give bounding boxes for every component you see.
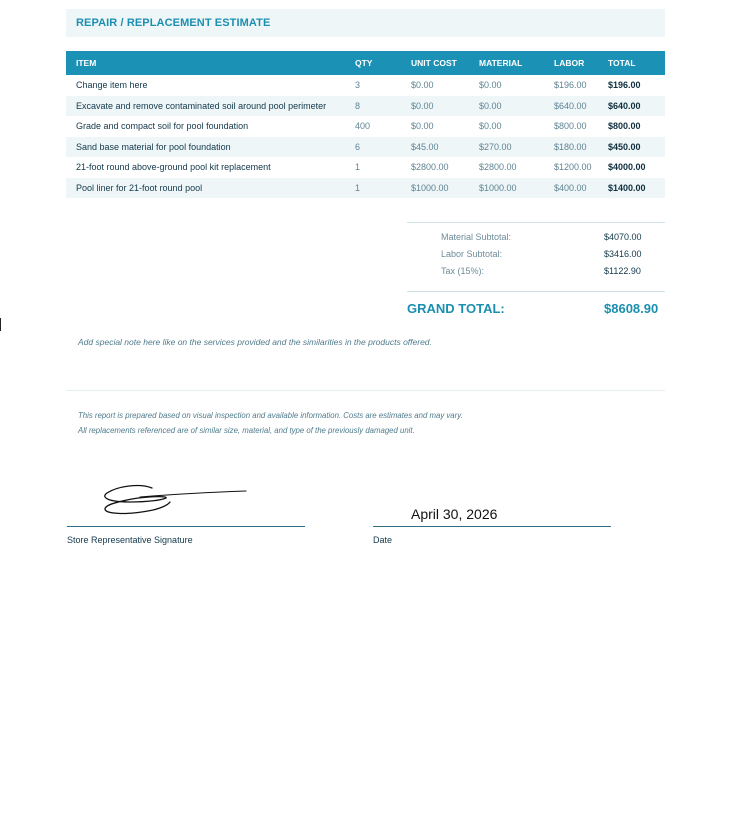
section-divider bbox=[66, 390, 665, 391]
date-value[interactable]: April 30, 2026 bbox=[411, 506, 498, 522]
row-qty: 6 bbox=[355, 141, 361, 152]
row-material: $0.00 bbox=[479, 121, 502, 132]
row-material: $0.00 bbox=[479, 80, 502, 91]
row-unit-cost: $1000.00 bbox=[411, 182, 449, 193]
row-total: $196.00 bbox=[608, 80, 641, 91]
estimate-title-bar bbox=[66, 9, 665, 37]
row-item: Excavate and remove contaminated soil around pool perimeter bbox=[76, 100, 327, 111]
row-item: Sand base material for pool foundation bbox=[76, 141, 231, 152]
row-total: $1400.00 bbox=[608, 182, 646, 193]
table-row bbox=[66, 75, 665, 96]
column-header-unit-cost: UNIT COST bbox=[411, 58, 457, 68]
handwritten-signature-icon bbox=[96, 481, 256, 525]
row-unit-cost: $0.00 bbox=[411, 100, 434, 111]
row-item: Grade and compact soil for pool foundation bbox=[76, 121, 249, 132]
disclaimer-line: All replacements referenced are of similar size, material, and type of the previously damaged unit. bbox=[78, 425, 415, 435]
tax-row bbox=[407, 266, 665, 283]
date-line bbox=[373, 526, 611, 527]
row-qty: 400 bbox=[355, 121, 371, 132]
labor-subtotal-row bbox=[407, 249, 665, 266]
row-labor: $400.00 bbox=[554, 182, 587, 193]
column-header-item: ITEM bbox=[76, 58, 97, 68]
text-cursor bbox=[0, 318, 1, 331]
tax-label: Tax (15%): bbox=[441, 266, 485, 276]
row-labor: $800.00 bbox=[554, 121, 587, 132]
row-labor: $1200.00 bbox=[554, 162, 592, 173]
estimate-title: REPAIR / REPLACEMENT ESTIMATE bbox=[76, 17, 271, 29]
material-subtotal-value: $4070.00 bbox=[604, 232, 642, 242]
row-qty: 1 bbox=[355, 162, 361, 173]
row-material: $0.00 bbox=[479, 100, 502, 111]
table-row bbox=[66, 96, 665, 117]
table-header-row bbox=[66, 51, 665, 75]
grand-total-row bbox=[407, 292, 665, 322]
material-subtotal-label: Material Subtotal: bbox=[441, 232, 512, 242]
table-row bbox=[66, 157, 665, 178]
table-row bbox=[66, 116, 665, 137]
column-header-material: MATERIAL bbox=[479, 58, 523, 68]
row-total: $800.00 bbox=[608, 121, 641, 132]
row-unit-cost: $0.00 bbox=[411, 80, 434, 91]
tax-value: $1122.90 bbox=[604, 266, 641, 276]
estimate-table bbox=[66, 51, 665, 198]
totals-section bbox=[407, 222, 665, 322]
disclaimer-line: This report is prepared based on visual inspection and available information. Costs are estimates and may vary. bbox=[78, 411, 463, 420]
row-total: $640.00 bbox=[608, 100, 641, 111]
row-labor: $180.00 bbox=[554, 141, 587, 152]
row-total: $450.00 bbox=[608, 141, 641, 152]
date-label: Date bbox=[373, 535, 393, 545]
disclaimer bbox=[78, 409, 463, 438]
grand-total-value: $8608.90 bbox=[604, 301, 659, 316]
row-qty: 3 bbox=[355, 80, 361, 91]
table-row bbox=[66, 178, 665, 199]
labor-subtotal-label: Labor Subtotal: bbox=[441, 249, 503, 259]
row-qty: 8 bbox=[355, 100, 361, 111]
signature-label: Store Representative Signature bbox=[67, 535, 193, 545]
material-subtotal-row bbox=[407, 232, 665, 249]
row-material: $2800.00 bbox=[479, 162, 517, 173]
row-qty: 1 bbox=[355, 182, 361, 193]
table-row bbox=[66, 137, 665, 158]
signature-line bbox=[67, 526, 305, 527]
row-material: $270.00 bbox=[479, 141, 512, 152]
row-total: $4000.00 bbox=[608, 162, 646, 173]
labor-subtotal-value: $3416.00 bbox=[604, 249, 642, 259]
column-header-labor: LABOR bbox=[554, 58, 585, 68]
grand-total-label: GRAND TOTAL: bbox=[407, 301, 505, 316]
row-item[interactable]: Change item here bbox=[76, 80, 148, 91]
column-header-qty: QTY bbox=[355, 58, 373, 68]
row-labor: $196.00 bbox=[554, 80, 587, 91]
row-unit-cost: $0.00 bbox=[411, 121, 434, 132]
special-note[interactable]: Add special note here like on the services provided and the similarities in the products offered. bbox=[78, 337, 432, 347]
row-material: $1000.00 bbox=[479, 182, 517, 193]
column-header-total: TOTAL bbox=[608, 58, 636, 68]
row-item: 21-foot round above-ground pool kit replacement bbox=[76, 162, 271, 173]
row-labor: $640.00 bbox=[554, 100, 587, 111]
row-item: Pool liner for 21-foot round pool bbox=[76, 182, 203, 193]
row-unit-cost: $2800.00 bbox=[411, 162, 449, 173]
row-unit-cost: $45.00 bbox=[411, 141, 439, 152]
